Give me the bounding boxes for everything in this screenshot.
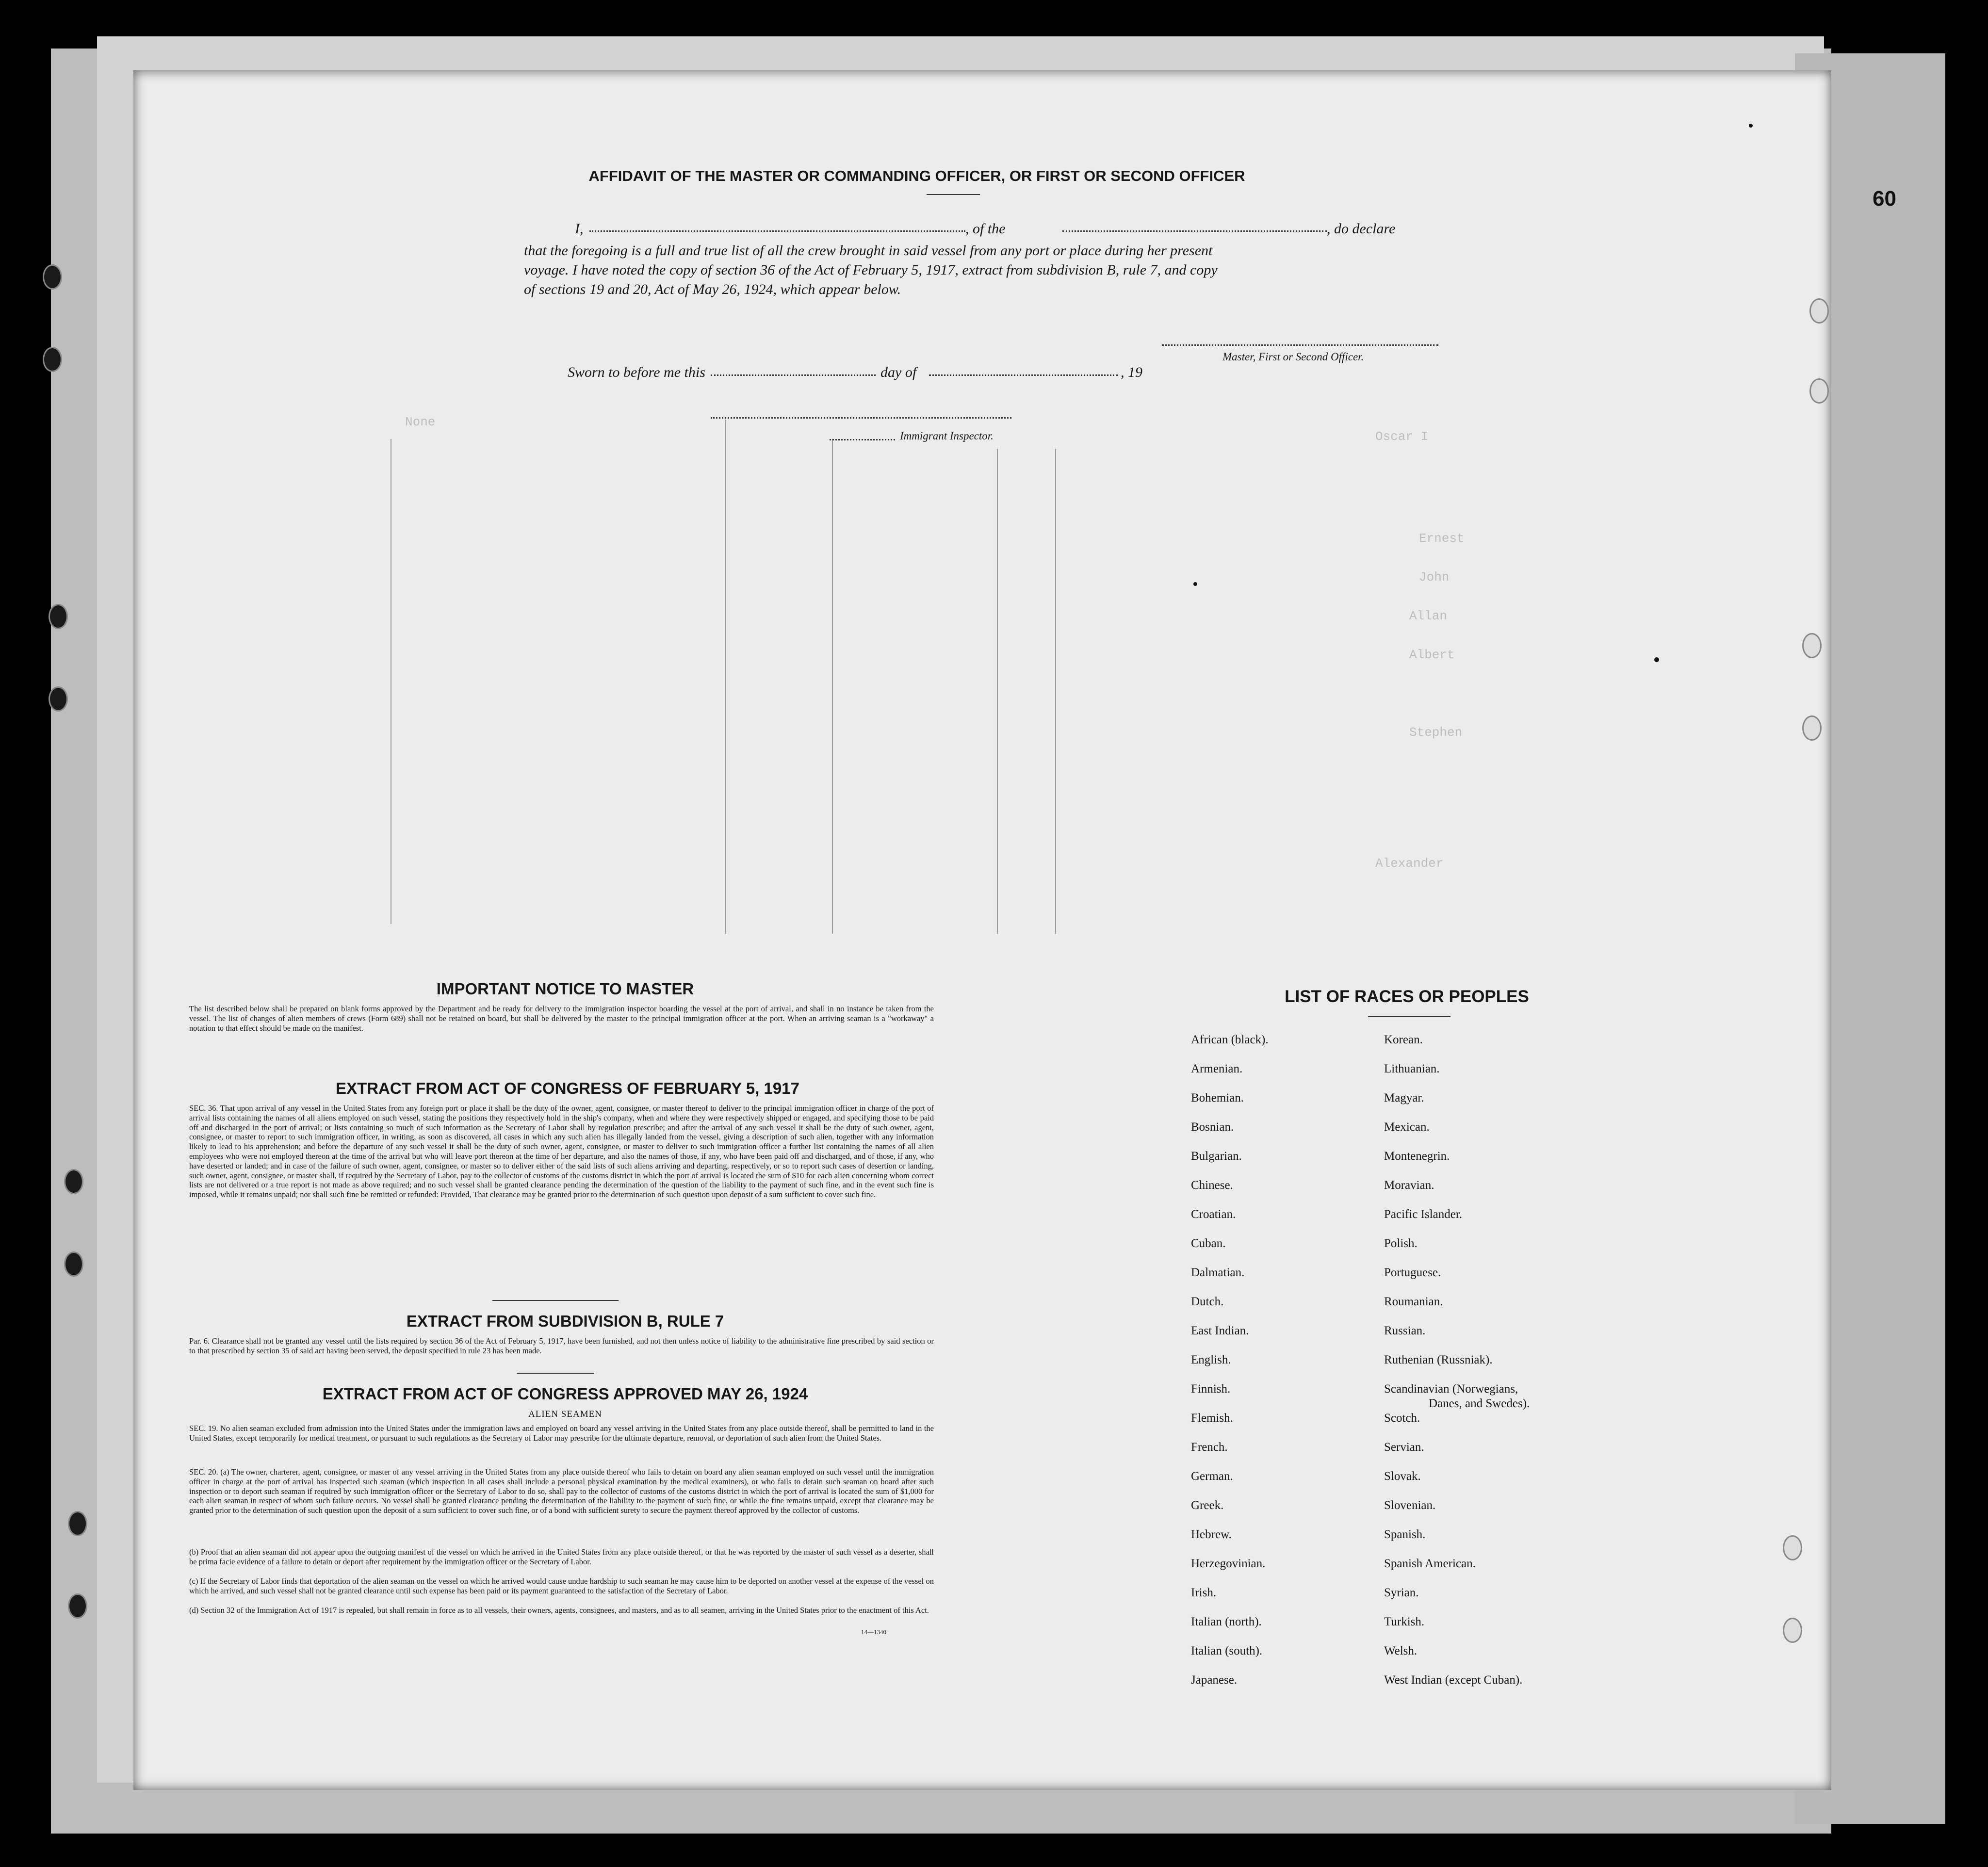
bleed-through-mark: Alexander <box>1375 856 1444 871</box>
race-item: Flemish. <box>1191 1412 1233 1425</box>
race-item: Roumanian. <box>1384 1295 1443 1308</box>
bleed-through-mark: Stephen <box>1409 725 1463 740</box>
binder-hole <box>1809 298 1829 324</box>
race-item: Croatian. <box>1191 1208 1236 1221</box>
race-item: Spanish. <box>1384 1528 1426 1541</box>
alien-seamen-subtitle: ALIEN SEAMEN <box>528 1409 602 1419</box>
inspector-label: Immigrant Inspector. <box>900 430 994 442</box>
race-item: Turkish. <box>1384 1615 1425 1628</box>
race-item: Mexican. <box>1384 1120 1430 1134</box>
race-item: East Indian. <box>1191 1324 1249 1337</box>
race-item: Cuban. <box>1191 1237 1226 1250</box>
race-item: Magyar. <box>1384 1091 1424 1104</box>
race-item: Irish. <box>1191 1586 1217 1599</box>
race-item: Dalmatian. <box>1191 1266 1245 1279</box>
sworn-text: Sworn to before me this <box>568 364 705 380</box>
race-item: Chinese. <box>1191 1179 1233 1192</box>
form-number: 14—1340 <box>861 1628 886 1636</box>
binder-hole <box>68 1511 87 1536</box>
section-divider <box>517 1373 594 1374</box>
master-signature-field[interactable] <box>1162 344 1438 346</box>
race-item: Bohemian. <box>1191 1091 1244 1104</box>
race-item: Polish. <box>1384 1237 1418 1250</box>
race-item: Bosnian. <box>1191 1120 1234 1134</box>
race-item: English. <box>1191 1353 1231 1366</box>
race-item: Greek. <box>1191 1499 1224 1512</box>
race-item: Slovenian. <box>1384 1499 1436 1512</box>
race-item: Moravian. <box>1384 1179 1434 1192</box>
sec20d-text: (d) Section 32 of the Immigration Act of 1917 is repealed, but shall remain in force as to all vessels, their owners, agents, consignees, and masters, and as to all seamen, arriving in the United States prior to the enactment of this Act. <box>189 1606 929 1615</box>
binder-hole <box>43 264 62 290</box>
affidavit-line-2: that the foregoing is a full and true list of all the crew brought in said vessel from any port or place during her present <box>524 243 1213 259</box>
sec20c-text: (c) If the Secretary of Labor finds that deportation of the alien seaman on the vessel on which he arrived would cause undue hardship to such seaman he may cause him to be deported on another vessel at the expense of the vessel on which he arrived, and such vessel shall not be granted clearance until such expense has been paid or its payment guaranteed to the satisfaction of the Secretary of Labor. <box>189 1576 934 1595</box>
race-item: Herzegovinian. <box>1191 1557 1266 1570</box>
binder-hole <box>43 347 62 372</box>
bleed-through-mark: Oscar I <box>1375 429 1429 444</box>
race-item: Hebrew. <box>1191 1528 1232 1541</box>
affidavit-title: AFFIDAVIT OF THE MASTER OR COMMANDING OFFICER, OR FIRST OR SECOND OFFICER <box>588 167 1245 184</box>
affidavit-line-3: voyage. I have noted the copy of section 36 of the Act of February 5, 1917, extract from subdivision B, rule 7, and copy <box>524 262 1218 278</box>
binder-hole <box>1802 633 1822 658</box>
sec20a-text: SEC. 20. (a) The owner, charterer, agent, consignee, or master of any vessel arriving in the United States from any place outside thereof who fails to detain on board any alien seaman employed on such vessel until the immigration officer in charge at the port of arrival has inspected such seaman (which inspection in all cases shall include a personal physical examination by the medical examiners), or who fails to detain such seaman on board after such inspection or to deport such seaman if required by such immigration officer or the Secretary of Labor to do so, shall pay to the collector of customs of the customs district in which the port of arrival is located the sum of $1,000 for each alien seaman in respect of whom such failure occurs. No vessel shall be granted clearance pending the determination of the liability to the payment of such fine, or while the fine remains unpaid, except that clearance may be granted prior to the determination of such question upon the deposit of a sum sufficient to cover such fine, or of a bond with sufficient surety to secure the payment thereof approved by the collector of customs. <box>189 1467 934 1515</box>
race-item: German. <box>1191 1470 1233 1483</box>
stray-dot <box>1193 582 1197 586</box>
notice-text: The list described below shall be prepared on blank forms approved by the Department and be ready for delivery to the immigration inspector boarding the vessel at the port of arrival, and shall in no instance be taken from the vessel. The list of changes of alien members of crews (Form 689) shall not be retained on board, but shall be delivered by the master to the principal immigration officer at the port. When an arriving seaman is a "workaway" a notation to that effect should be made on the manifest. <box>189 1004 934 1033</box>
races-title: LIST OF RACES OR PEOPLES <box>1285 987 1529 1006</box>
page-number: 60 <box>1873 187 1896 211</box>
bleed-column-line <box>832 439 833 934</box>
race-item: Ruthenian (Russniak). <box>1384 1353 1493 1366</box>
race-item: Spanish American. <box>1384 1557 1476 1570</box>
bleed-through-mark: Allan <box>1409 609 1448 623</box>
races-scandinavian-cont: Danes, and Swedes). <box>1429 1397 1530 1410</box>
affidavit-line-4: of sections 19 and 20, Act of May 26, 1924, which appear below. <box>524 281 901 297</box>
bleed-through-mark: None <box>405 415 436 429</box>
master-label: Master, First or Second Officer. <box>1222 351 1364 363</box>
extract-1917-title: EXTRACT FROM ACT OF CONGRESS OF FEBRUARY 5, 1917 <box>336 1079 799 1097</box>
stray-dot <box>1749 124 1753 128</box>
binder-hole <box>49 686 68 712</box>
binder-hole <box>68 1593 87 1619</box>
sworn-year: , 19 <box>1121 364 1142 380</box>
race-item: Lithuanian. <box>1384 1062 1440 1075</box>
bleed-through-mark: John <box>1419 570 1450 584</box>
inspector-signature-field[interactable] <box>711 417 1011 419</box>
affidavit-i: I, <box>575 221 584 237</box>
affidavit-declare: , do declare <box>1327 221 1396 237</box>
race-item: Portuguese. <box>1384 1266 1441 1279</box>
sec19-text: SEC. 19. No alien seaman excluded from admission into the United States under the immigration laws and employed on board any vessel arriving in the United States from any place outside thereof, shall be permitted to land in the United States, except temporarily for medical treatment, or pursuant to such regulations as the Secretary of Labor may prescribe for the ultimate departure, removal, or deportation of such alien from the United States. <box>189 1424 934 1443</box>
manifest-page <box>133 70 1831 1790</box>
bleed-column-line <box>997 449 998 934</box>
race-item: Montenegrin. <box>1384 1150 1450 1163</box>
binder-hole <box>49 604 68 629</box>
race-item: Pacific Islander. <box>1384 1208 1463 1221</box>
binder-hole <box>1809 378 1829 404</box>
race-item: Japanese. <box>1191 1673 1238 1687</box>
races-column-2 <box>1384 1033 1656 1703</box>
race-item: Welsh. <box>1384 1644 1418 1657</box>
subdivision-text: Par. 6. Clearance shall not be granted any vessel until the lists required by section 36 of the Act of February 5, 1917, have been furnished, and not then unless notice of liability to the administrative fine prescribed by said section or to that prescribed by section 35 of said act having been served, the deposit specified in rule 23 has been made. <box>189 1336 934 1355</box>
race-item: Bulgarian. <box>1191 1150 1242 1163</box>
race-item: Syrian. <box>1384 1586 1419 1599</box>
subdivision-title: EXTRACT FROM SUBDIVISION B, RULE 7 <box>406 1312 724 1330</box>
binder-hole <box>1802 715 1822 741</box>
title-underline <box>927 194 980 195</box>
race-item: Finnish. <box>1191 1382 1231 1396</box>
race-item: African (black). <box>1191 1033 1269 1046</box>
bleed-through-mark: Ernest <box>1419 531 1465 546</box>
race-item: Slovak. <box>1384 1470 1421 1483</box>
race-item: Armenian. <box>1191 1062 1243 1075</box>
races-title-underline <box>1368 1016 1450 1017</box>
race-item: West Indian (except Cuban). <box>1384 1673 1523 1687</box>
declarant-name-field[interactable] <box>589 230 965 232</box>
race-item: Italian (north). <box>1191 1615 1262 1628</box>
sworn-day-of: day of <box>880 364 917 380</box>
notice-title: IMPORTANT NOTICE TO MASTER <box>436 980 694 998</box>
race-item: Italian (south). <box>1191 1644 1263 1657</box>
race-item: Korean. <box>1384 1033 1423 1046</box>
race-item: Russian. <box>1384 1324 1426 1337</box>
stray-dot <box>1654 657 1659 662</box>
race-item: Servian. <box>1384 1441 1424 1454</box>
race-item: Scandinavian (Norwegians, <box>1384 1382 1518 1396</box>
extract-1924-title: EXTRACT FROM ACT OF CONGRESS APPROVED MAY 26, 1924 <box>322 1385 808 1403</box>
bleed-through-mark: Albert <box>1409 648 1455 662</box>
race-item: French. <box>1191 1441 1228 1454</box>
binder-hole <box>64 1169 83 1194</box>
sworn-month-field[interactable] <box>929 374 1118 376</box>
vessel-name-field[interactable] <box>1062 230 1327 232</box>
inspector-signature-field-2[interactable] <box>830 439 895 440</box>
binder-hole <box>1783 1618 1802 1643</box>
race-item: Scotch. <box>1384 1412 1420 1425</box>
binder-hole <box>1783 1535 1802 1560</box>
sec20b-text: (b) Proof that an alien seaman did not appear upon the outgoing manifest of the vessel on which he arrived in the United States from any place outside thereof, or that he was reported by the master of such vessel as a deserter, shall be prima facie evidence of a failure to detain or deport after requirement by the immigration officer or the Secretary of Labor. <box>189 1547 934 1566</box>
sworn-day-field[interactable] <box>711 374 876 376</box>
bleed-column-line <box>725 420 726 934</box>
races-column-1 <box>1191 1033 1366 1703</box>
section-divider <box>492 1300 619 1301</box>
extract-1917-text: SEC. 36. That upon arrival of any vessel in the United States from any foreign port or place it shall be the duty of the owner, agent, consignee, or master thereof to deliver to the principal immigration officer in charge of the port of arrival lists containing the names of all aliens employed on such vessel, stating the positions they respectively hold in the ship's company, when and where they were respectively shipped or engaged, and specifying those to be paid off and discharged in the port of arrival; or lists containing so much of such information as the Secretary of Labor shall by regulation prescribe; and after the arrival of any such vessel it shall be the duty of such owner, agent, consignee, or master to report to such immigration officer, in writing, as soon as discovered, all cases in which any such alien has illegally landed from the vessel, giving a description of such alien, together with any information likely to lead to his apprehension; and before the departure of any such vessel it shall be the duty of such owner, agent, consignee, or master to deliver to such immigration officer a further list containing the names of all alien employees who were not employed thereon at the time of the arrival but who will leave port thereon at the time of her departure, and also the names of those, if any, who have been paid off and discharged, and of those, if any, who have deserted or landed; and in case of the failure of such owner, agent, consignee, or master so to deliver either of the said lists of such aliens arriving and departing, respectively, or so to report such cases of desertion or landing, such owner, agent, consignee, or master shall, if required by the Secretary of Labor, pay to the collector of customs of the customs district in which the port of arrival is located the sum of $10 for each alien concerning whom correct lists are not delivered or a true report is not made as above required; and no such vessel shall be granted clearance pending the determination of the question of the liability to the payment of such fine, and in the event such fine is imposed, while it remains unpaid; nor shall such fine be remitted or refunded: Provided, That clearance may be granted prior to the determination of such question upon deposit of a sum sufficient to cover such fine. <box>189 1104 934 1200</box>
race-item: Dutch. <box>1191 1295 1224 1308</box>
bleed-column-line <box>1055 449 1056 934</box>
binder-hole <box>64 1251 83 1277</box>
affidavit-of-the: , of the <box>965 221 1006 237</box>
